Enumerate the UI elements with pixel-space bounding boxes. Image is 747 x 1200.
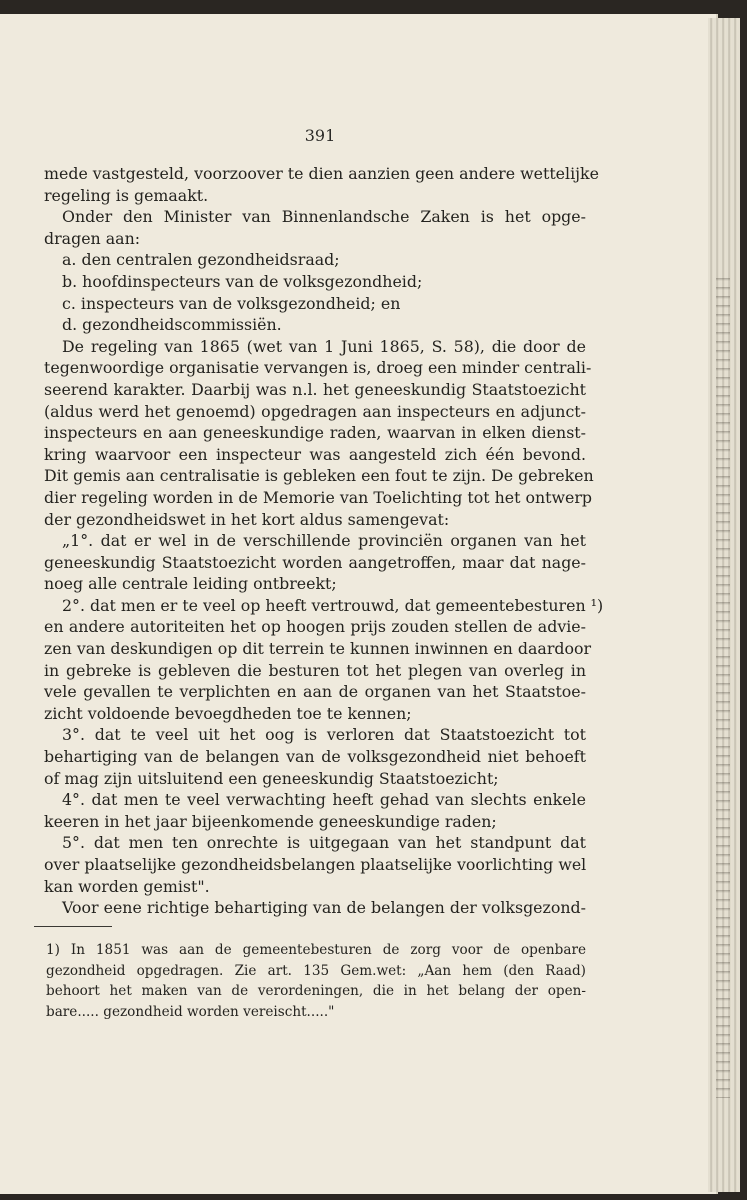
text-line: 2°. dat men er te veel op heeft vertrouwd, dat gemeentebesturen ¹) [62,595,604,615]
text-line: of mag zijn uitsluitend een geneeskundig Staatstoezicht; [44,768,499,788]
footnote-line: gezondheid opgedragen. Zie art. 135 Gem.wet: „Aan hem (den Raad) [46,962,586,979]
text-line: dragen aan: [44,228,141,248]
text-line: zicht voldoende bevoegdheden toe te kennen; [44,703,412,723]
footnote-separator [34,926,112,927]
text-line: seerend karakter. Daarbij was n.l. het geneeskundig Staatstoezicht [44,379,586,399]
text-line: der gezondheidswet in het kort aldus samengevat: [44,509,450,529]
text-line: keeren in het jaar bijeenkomende geneeskundige raden; [44,811,497,831]
text-line: in gebreke is gebleven die besturen tot het plegen van overleg in [44,660,586,680]
text-line: tegenwoordige organisatie vervangen is, droeg een minder centrali- [44,358,592,378]
text-line: a. den centralen gezondheidsraad; [62,250,340,270]
text-line: Onder den Minister van Binnenlandsche Zaken is het opge- [62,207,586,227]
text-line: behartiging van de belangen van de volksgezondheid niet behoeft [44,747,586,767]
text-line: b. hoofdinspecteurs van de volksgezondheid; [62,271,423,291]
page-edges [708,18,740,1192]
footnote-line: bare..... gezondheid worden vereischt....." [46,1003,335,1020]
text-line: 3°. dat te veel uit het oog is verloren dat Staatstoezicht tot [62,725,586,745]
footnote [46,940,586,1022]
body-text [44,163,604,919]
text-line: over plaatselijke gezondheidsbelangen plaatselijke voorlichting wel [44,855,587,874]
text-line: (aldus werd het genoemd) opgedragen aan inspecteurs en adjunct- [44,401,586,421]
footnote-line: 1) In 1851 was aan de gemeentebesturen de zorg voor de openbare [46,942,586,958]
footnote-line: behoort het maken van de verordeningen, die in het belang der open- [46,983,586,999]
text-line: kring waarvoor een inspecteur was aangesteld zich één bevond. [44,444,586,464]
text-line: 5°. dat men ten onrechte is uitgegaan van het standpunt dat [62,833,586,853]
text-line: geneeskundig Staatstoezicht worden aangetroffen, maar dat nage- [44,552,586,572]
text-line: en andere autoriteiten het op hoogen prijs zouden stellen de advie- [44,617,586,637]
text-line: zen van deskundigen op dit terrein te kunnen inwinnen en daardoor [44,639,592,659]
text-line: regeling is gemaakt. [44,185,209,205]
text-line: c. inspecteurs van de volksgezondheid; en [62,293,401,313]
text-line: 4°. dat men te veel verwachting heeft gehad van slechts enkele [62,790,586,810]
text-line: d. gezondheidscommissiën. [62,315,282,335]
text-line: vele gevallen te verplichten en aan de organen van het Staatstoe- [44,682,586,702]
text-line: kan worden gemist". [44,876,210,896]
page-number: 391 [304,126,336,145]
text-line: inspecteurs en aan geneeskundige raden, waarvan in elken dienst- [44,423,586,443]
text-line: noeg alle centrale leiding ontbreekt; [44,574,337,594]
text-line: mede vastgesteld, voorzoover te dien aanzien geen andere wettelijke [44,164,599,183]
text-line: „1°. dat er wel in de verschillende provinciën organen van het [62,531,586,551]
text-line: De regeling van 1865 (wet van 1 Juni 1865, S. 58), die door de [62,336,586,356]
text-line: dier regeling worden in de Memorie van Toelichting tot het ontwerp [44,487,593,507]
text-line: Dit gemis aan centralisatie is gebleken een fout te zijn. De gebreken [44,466,594,486]
text-line: Voor eene richtige behartiging van de belangen der volksgezond- [62,898,586,918]
